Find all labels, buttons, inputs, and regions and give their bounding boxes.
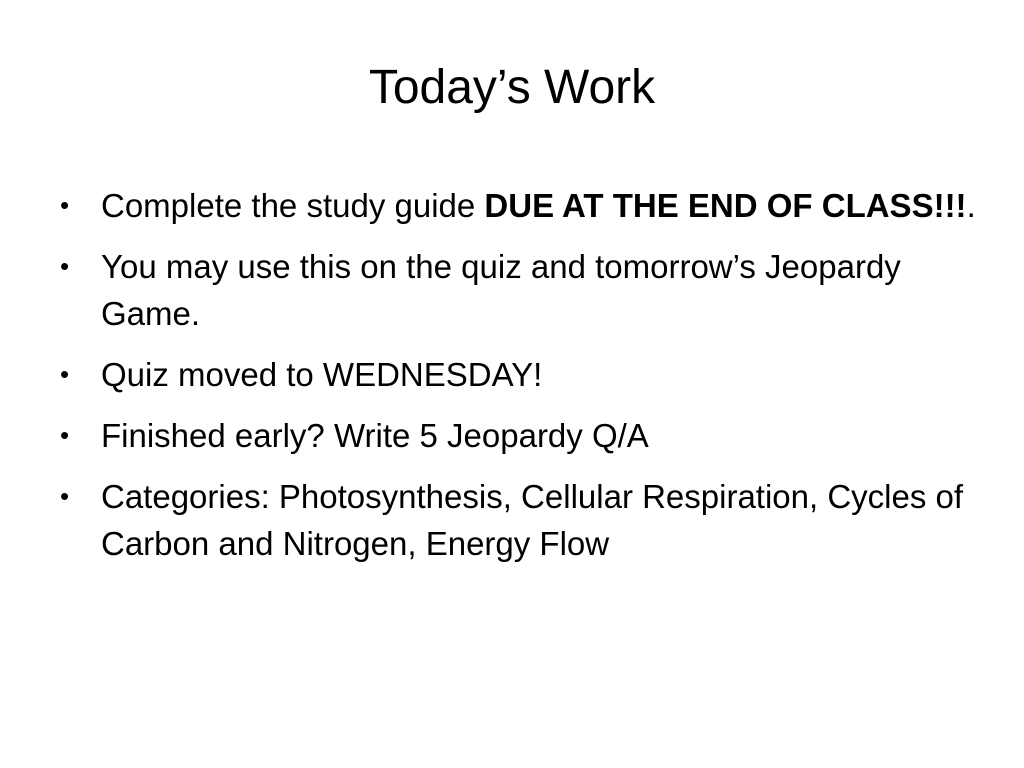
bullet-list — [58, 182, 978, 581]
bullet-emphasis: DUE AT THE END OF CLASS!!! — [484, 187, 967, 224]
bullet-item-use-on-quiz — [58, 243, 978, 337]
bullet-text: Categories: Photosynthesis, Cellular Respiration, Cycles of Carbon and Nitrogen, Energy Flow — [101, 478, 964, 562]
bullet-text: Finished early? Write 5 Jeopardy Q/A — [101, 417, 649, 454]
bullet-item-study-guide — [58, 182, 978, 229]
bullet-text: Complete the study guide — [101, 187, 485, 224]
bullet-text-end: . — [966, 187, 976, 224]
bullet-icon: • — [60, 481, 70, 511]
bullet-text: Quiz moved to WEDNESDAY! — [101, 356, 543, 393]
bullet-text: You may use this on the quiz and tomorrow’s Jeopardy Game. — [101, 248, 901, 332]
bullet-item-categories — [58, 473, 978, 567]
slide-title: Today’s Work — [368, 61, 656, 114]
bullet-item-quiz-moved — [58, 351, 978, 398]
bullet-icon: • — [60, 359, 70, 389]
bullet-item-finished-early — [58, 412, 978, 459]
bullet-icon: • — [60, 251, 70, 281]
bullet-icon: • — [60, 190, 70, 220]
bullet-icon: • — [60, 420, 70, 450]
